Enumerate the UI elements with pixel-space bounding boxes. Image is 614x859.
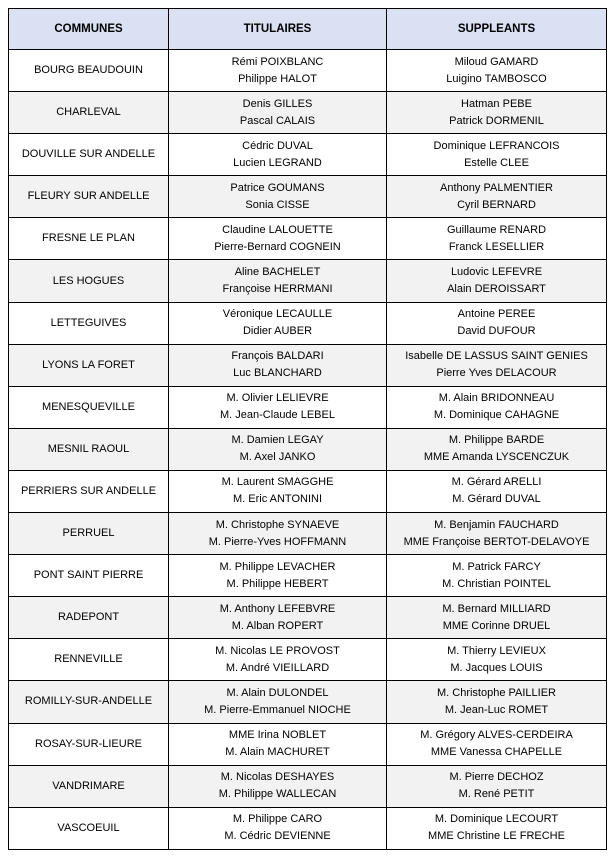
titulaire-name: Cédric DUVAL: [242, 139, 313, 152]
suppleants-cell: [387, 176, 607, 218]
titulaires-cell: [169, 555, 387, 597]
suppleant-name: MME Amanda LYSCENCZUK: [423, 451, 570, 464]
suppleants-cell: [387, 555, 607, 597]
suppleants-cell: [387, 723, 607, 765]
titulaire-name: Pascal CALAIS: [239, 114, 316, 127]
suppleant-name: Hatman PEBE: [461, 97, 532, 110]
titulaires-cell: [169, 513, 387, 555]
titulaire-name: Didier AUBER: [242, 325, 313, 338]
suppleant-name: M. René PETIT: [458, 788, 535, 801]
suppleant-name: M. Grégory ALVES-CERDEIRA: [420, 729, 573, 742]
suppleant-name: Guillaume RENARD: [446, 223, 547, 236]
commune-cell: ROMILLY-SUR-ANDELLE: [9, 681, 169, 723]
titulaire-name: Sonia CISSE: [245, 198, 310, 211]
table-row: [9, 513, 607, 555]
titulaire-name: M. Nicolas DESHAYES: [220, 771, 335, 784]
titulaire-name: Rémi POIXBLANC: [231, 55, 324, 68]
suppleant-name: M. Thierry LEVIEUX: [447, 644, 546, 657]
titulaires-cell: [169, 386, 387, 428]
suppleant-name: M. Gérard ARELLI: [451, 476, 542, 489]
titulaire-name: Véronique LECAULLE: [222, 308, 333, 321]
suppleants-cell: [387, 92, 607, 134]
titulaire-name: M. Alain MACHURET: [225, 746, 330, 759]
titulaire-name: M. Axel JANKO: [239, 451, 316, 464]
titulaire-name: Aline BACHELET: [234, 266, 321, 279]
titulaire-name: M. Anthony LEFEBVRE: [219, 602, 336, 615]
titulaire-name: M. Philippe HEBERT: [226, 577, 329, 590]
titulaire-name: M. André VIEILLARD: [225, 661, 330, 674]
suppleant-name: Miloud GAMARD: [454, 55, 539, 68]
table-row: [9, 218, 607, 260]
suppleants-cell: [387, 302, 607, 344]
suppleants-cell: [387, 765, 607, 807]
titulaires-cell: [169, 134, 387, 176]
suppleant-name: Franck LESELLIER: [448, 240, 545, 253]
suppleants-cell: [387, 470, 607, 512]
titulaire-name: Françoise HERRMANI: [222, 283, 333, 296]
table-row: [9, 807, 607, 849]
suppleants-cell: [387, 344, 607, 386]
commune-cell: RADEPONT: [9, 597, 169, 639]
table-row: [9, 597, 607, 639]
titulaires-cell: [169, 428, 387, 470]
titulaire-name: Patrice GOUMANS: [230, 181, 325, 194]
titulaire-name: M. Philippe LEVACHER: [219, 560, 336, 573]
suppleant-name: MME Christine LE FRECHE: [428, 830, 565, 843]
titulaire-name: M. Olivier LELIEVRE: [226, 392, 329, 405]
table-row: [9, 681, 607, 723]
commune-cell: PERRUEL: [9, 513, 169, 555]
header-suppleants: SUPPLEANTS: [387, 9, 607, 50]
titulaire-name: M. Christophe SYNAEVE: [215, 518, 340, 531]
suppleants-cell: [387, 218, 607, 260]
titulaires-cell: [169, 302, 387, 344]
suppleant-name: M. Jacques LOUIS: [450, 661, 543, 674]
table-row: [9, 134, 607, 176]
titulaire-name: M. Nicolas LE PROVOST: [215, 644, 340, 657]
suppleants-cell: [387, 260, 607, 302]
suppleants-cell: [387, 597, 607, 639]
titulaire-name: Lucien LEGRAND: [233, 156, 322, 169]
commune-cell: PERRIERS SUR ANDELLE: [9, 470, 169, 512]
suppleants-cell: [387, 513, 607, 555]
titulaire-name: M. Damien LEGAY: [231, 434, 324, 447]
titulaires-cell: [169, 681, 387, 723]
titulaires-cell: [169, 639, 387, 681]
table-row: [9, 470, 607, 512]
suppleants-cell: [387, 386, 607, 428]
table-row: [9, 92, 607, 134]
suppleants-cell: [387, 428, 607, 470]
commune-cell: MENESQUEVILLE: [9, 386, 169, 428]
suppleants-cell: [387, 681, 607, 723]
titulaires-cell: [169, 723, 387, 765]
suppleant-name: M. Benjamin FAUCHARD: [434, 518, 559, 531]
commune-cell: BOURG BEAUDOUIN: [9, 50, 169, 92]
titulaires-cell: [169, 597, 387, 639]
table-body: [9, 50, 607, 850]
titulaire-name: M. Alain DULONDEL: [226, 686, 329, 699]
titulaires-cell: [169, 176, 387, 218]
suppleant-name: MME Corinne DRUEL: [442, 619, 551, 632]
table-row: [9, 555, 607, 597]
suppleants-cell: [387, 50, 607, 92]
titulaires-cell: [169, 92, 387, 134]
suppleant-name: M. Bernard MILLIARD: [442, 602, 551, 615]
table-row: [9, 260, 607, 302]
suppleant-name: M. Jean-Luc ROMET: [444, 703, 549, 716]
titulaires-cell: [169, 50, 387, 92]
suppleant-name: Ludovic LEFEVRE: [450, 266, 543, 279]
titulaire-name: Philippe HALOT: [238, 72, 317, 85]
commune-cell: VASCOEUIL: [9, 807, 169, 849]
table-row: [9, 639, 607, 681]
suppleant-name: MME Françoise BERTOT-DELAVOYE: [403, 535, 590, 548]
titulaires-cell: [169, 765, 387, 807]
table-row: [9, 176, 607, 218]
table-row: [9, 765, 607, 807]
titulaire-name: M. Philippe WALLECAN: [218, 788, 337, 801]
commune-cell: LYONS LA FORET: [9, 344, 169, 386]
table-row: [9, 302, 607, 344]
suppleant-name: Luigino TAMBOSCO: [446, 72, 547, 85]
titulaire-name: Denis GILLES: [242, 97, 313, 110]
titulaire-name: M. Philippe CARO: [232, 813, 323, 826]
commune-cell: PONT SAINT PIERRE: [9, 555, 169, 597]
table-row: [9, 428, 607, 470]
suppleants-cell: [387, 134, 607, 176]
commune-cell: LETTEGUIVES: [9, 302, 169, 344]
suppleant-name: Patrick DORMENIL: [449, 114, 544, 127]
commune-cell: FRESNE LE PLAN: [9, 218, 169, 260]
suppleant-name: M. Patrick FARCY: [452, 560, 541, 573]
suppleant-name: M. Dominique LECOURT: [434, 813, 559, 826]
commune-cell: ROSAY-SUR-LIEURE: [9, 723, 169, 765]
suppleant-name: Cyril BERNARD: [457, 198, 536, 211]
suppleants-cell: [387, 639, 607, 681]
suppleant-name: M. Gérard DUVAL: [452, 493, 541, 506]
titulaires-cell: [169, 344, 387, 386]
suppleant-name: M. Pierre DECHOZ: [449, 771, 544, 784]
suppleant-name: Estelle CLEE: [464, 156, 529, 169]
titulaires-cell: [169, 260, 387, 302]
suppleant-name: Dominique LEFRANCOIS: [433, 139, 560, 152]
table-row: [9, 386, 607, 428]
titulaires-cell: [169, 218, 387, 260]
titulaire-name: M. Laurent SMAGGHE: [221, 476, 334, 489]
suppleant-name: Pierre Yves DELACOUR: [436, 367, 557, 380]
titulaire-name: M. Alban ROPERT: [231, 619, 324, 632]
titulaire-name: MME Irina NOBLET: [228, 729, 327, 742]
suppleant-name: David DUFOUR: [457, 325, 536, 338]
suppleants-cell: [387, 807, 607, 849]
document-page: [8, 8, 606, 850]
titulaire-name: Claudine LALOUETTE: [222, 223, 333, 236]
commune-cell: DOUVILLE SUR ANDELLE: [9, 134, 169, 176]
suppleant-name: M. Dominique CAHAGNE: [433, 409, 560, 422]
table-row: [9, 344, 607, 386]
delegates-table: [8, 8, 607, 850]
table-row: [9, 723, 607, 765]
titulaire-name: Luc BLANCHARD: [233, 367, 322, 380]
header-communes: COMMUNES: [9, 9, 169, 50]
commune-cell: MESNIL RAOUL: [9, 428, 169, 470]
table-row: [9, 50, 607, 92]
suppleant-name: MME Vanessa CHAPELLE: [430, 746, 563, 759]
titulaire-name: M. Cédric DEVIENNE: [224, 830, 331, 843]
suppleant-name: M. Christophe PAILLIER: [436, 686, 556, 699]
commune-cell: VANDRIMARE: [9, 765, 169, 807]
suppleant-name: M. Alain BRIDONNEAU: [438, 392, 555, 405]
suppleant-name: M. Philippe BARDE: [448, 434, 545, 447]
titulaire-name: François BALDARI: [231, 350, 324, 363]
suppleant-name: Isabelle DE LASSUS SAINT GENIES: [405, 350, 588, 363]
table-header-row: [9, 9, 607, 50]
commune-cell: FLEURY SUR ANDELLE: [9, 176, 169, 218]
commune-cell: LES HOGUES: [9, 260, 169, 302]
titulaire-name: M. Eric ANTONINI: [232, 493, 323, 506]
titulaires-cell: [169, 807, 387, 849]
header-titulaires: TITULAIRES: [169, 9, 387, 50]
titulaire-name: M. Pierre-Emmanuel NIOCHE: [204, 703, 351, 716]
commune-cell: RENNEVILLE: [9, 639, 169, 681]
titulaire-name: M. Jean-Claude LEBEL: [220, 409, 335, 422]
commune-cell: CHARLEVAL: [9, 92, 169, 134]
titulaire-name: M. Pierre-Yves HOFFMANN: [208, 535, 347, 548]
suppleant-name: M. Christian POINTEL: [442, 577, 551, 590]
titulaires-cell: [169, 470, 387, 512]
suppleant-name: Alain DEROISSART: [447, 283, 546, 296]
titulaire-name: Pierre-Bernard COGNEIN: [214, 240, 341, 253]
suppleant-name: Anthony PALMENTIER: [440, 181, 553, 194]
suppleant-name: Antoine PEREE: [457, 308, 536, 321]
